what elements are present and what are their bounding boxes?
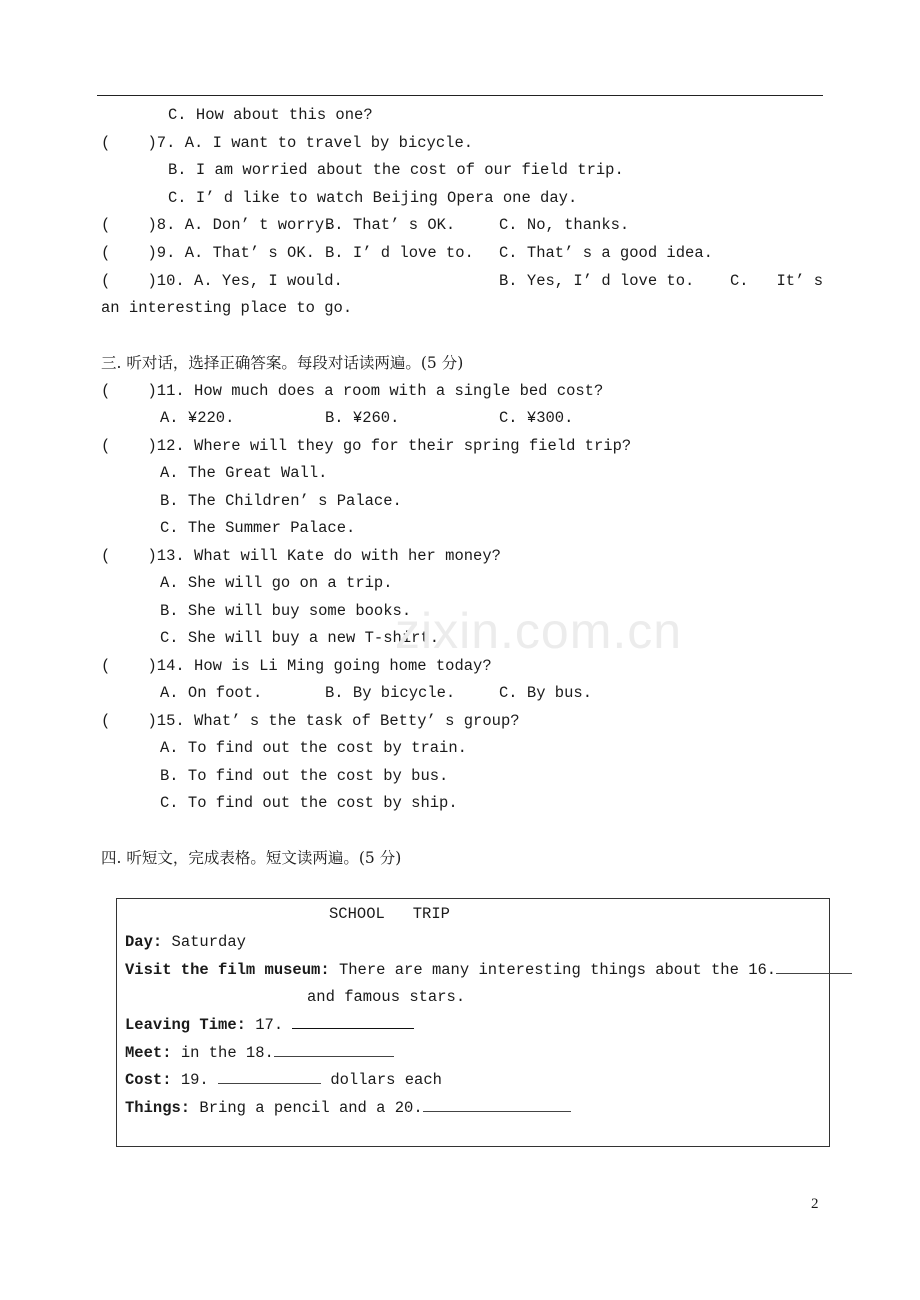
- table-title: SCHOOL TRIP: [329, 905, 450, 923]
- option-line: C. The Summer Palace.: [160, 519, 356, 537]
- page-number: 2: [811, 1196, 819, 1212]
- blank-18[interactable]: [274, 1042, 394, 1057]
- meet-label: Meet:: [125, 1044, 172, 1062]
- meet-row: [125, 1042, 394, 1063]
- watermark: zixin.com.cn: [395, 603, 683, 659]
- question-12: ( )12. Where will they go for their spring field trip?: [101, 437, 632, 455]
- option-line: B. That’ s OK.: [325, 216, 456, 234]
- option-line: B. I’ d love to.: [325, 244, 474, 262]
- day-value: Saturday: [162, 933, 246, 951]
- question-13: ( )13. What will Kate do with her money?: [101, 547, 501, 565]
- question-8: ( )8. A. Don’ t worry.: [101, 216, 334, 234]
- option-line: B. Yes, I’ d love to.: [499, 272, 695, 290]
- option-line: an interesting place to go.: [101, 299, 353, 317]
- cost-label: Cost:: [125, 1071, 172, 1089]
- cost-row: [125, 1069, 442, 1090]
- option-line: C. No, thanks.: [499, 216, 630, 234]
- option-line: C. ¥300.: [499, 409, 574, 427]
- option-line: B. The Children’ s Palace.: [160, 492, 402, 510]
- day-label: Day:: [125, 933, 163, 951]
- option-line: C. By bus.: [499, 684, 593, 702]
- option-line: A. On foot.: [160, 684, 263, 702]
- option-line: C. How about this one?: [168, 106, 373, 124]
- option-line: A. To find out the cost by train.: [160, 739, 467, 757]
- section-3-heading: 三. 听对话，选择正确答案。每段对话读两遍。(5 分): [101, 354, 464, 372]
- leaving-label: Leaving Time:: [125, 1016, 246, 1034]
- option-line: B. By bicycle.: [325, 684, 456, 702]
- blank-16[interactable]: [776, 959, 852, 974]
- question-9: ( )9. A. That’ s OK.: [101, 244, 315, 262]
- option-line: C. To find out the cost by ship.: [160, 794, 458, 812]
- option-line: C. It’ s: [730, 272, 824, 290]
- leaving-row: [125, 1014, 414, 1035]
- blank-20[interactable]: [423, 1097, 571, 1112]
- option-line: B. ¥260.: [325, 409, 400, 427]
- meet-value: in the 18.: [171, 1044, 274, 1062]
- option-line: A. She will go on a trip.: [160, 574, 393, 592]
- option-line: C. That’ s a good idea.: [499, 244, 713, 262]
- visit-label: Visit the film museum:: [125, 961, 330, 979]
- option-line: B. To find out the cost by bus.: [160, 767, 449, 785]
- day-row: [125, 932, 246, 952]
- option-line: B. I am worried about the cost of our field trip.: [168, 161, 624, 179]
- question-15: ( )15. What’ s the task of Betty’ s group?: [101, 712, 520, 730]
- question-10: ( )10. A. Yes, I would.: [101, 272, 343, 290]
- header-rule: [97, 95, 823, 96]
- things-row: [125, 1097, 571, 1118]
- leaving-value: 17.: [245, 1016, 293, 1034]
- visit-row: [125, 959, 852, 980]
- option-line: C. She will buy a new T-shirt.: [160, 629, 440, 647]
- option-line: A. The Great Wall.: [160, 464, 328, 482]
- cost-tail: dollars each: [321, 1071, 442, 1089]
- things-label: Things:: [125, 1099, 191, 1117]
- blank-17[interactable]: [292, 1014, 414, 1029]
- option-line: C. I’ d like to watch Beijing Opera one day.: [168, 189, 578, 207]
- cost-value: 19.: [171, 1071, 219, 1089]
- blank-19[interactable]: [218, 1069, 321, 1084]
- question-7: ( )7. A. I want to travel by bicycle.: [101, 134, 474, 152]
- question-11: ( )11. How much does a room with a single bed cost?: [101, 382, 604, 400]
- visit-value: There are many interesting things about the 16.: [329, 961, 777, 979]
- question-14: ( )14. How is Li Ming going home today?: [101, 657, 492, 675]
- section-4-heading: 四. 听短文，完成表格。短文读两遍。(5 分): [101, 849, 402, 867]
- option-line: B. She will buy some books.: [160, 602, 412, 620]
- visit-continuation: and famous stars.: [307, 988, 466, 1006]
- things-value: Bring a pencil and a 20.: [190, 1099, 423, 1117]
- option-line: A. ¥220.: [160, 409, 235, 427]
